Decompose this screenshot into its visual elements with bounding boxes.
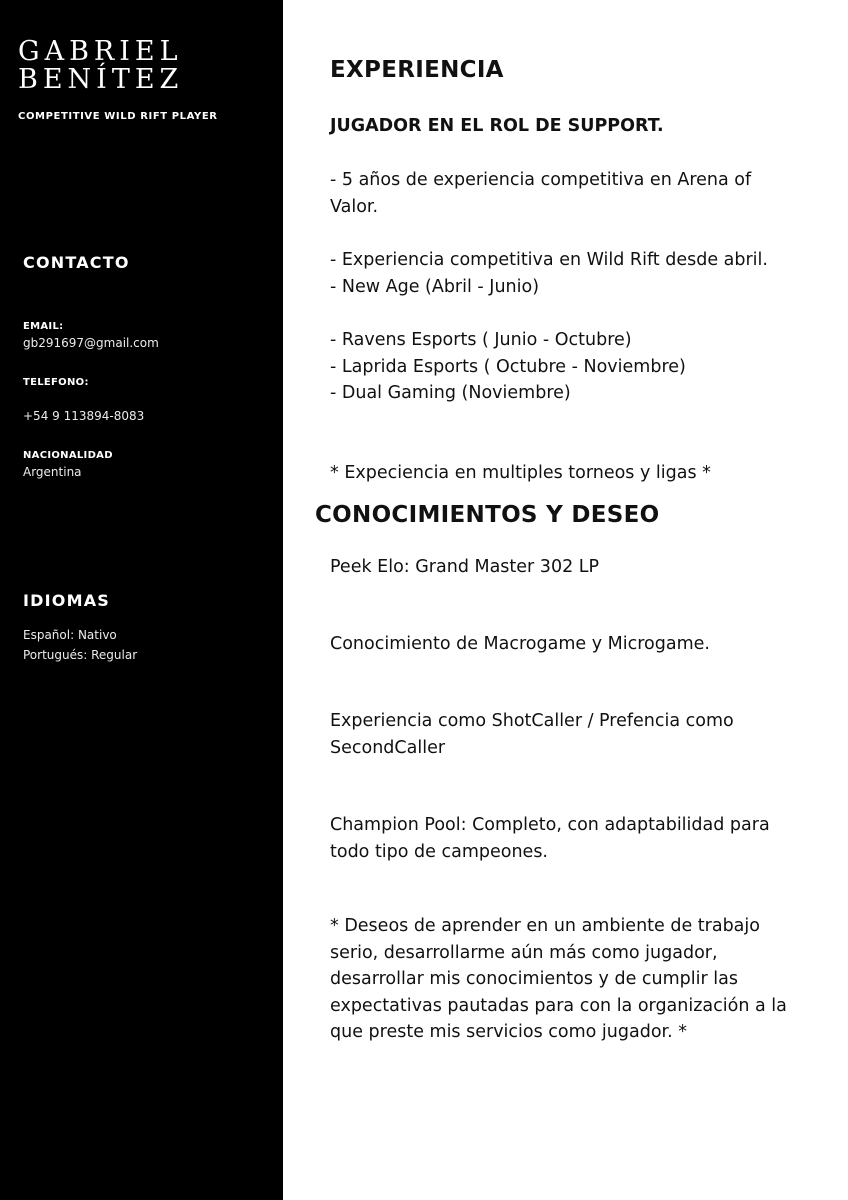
macro-micro: Conocimiento de Macrogame y Microgame. (330, 634, 710, 654)
full-name (18, 38, 183, 94)
knowledge-heading: CONOCIMIENTOS Y DESEO (315, 502, 660, 528)
team-item: - Ravens Esports ( Junio - Octubre) (330, 330, 632, 350)
email-label: EMAIL: (23, 321, 64, 332)
sidebar (0, 0, 283, 1200)
nationality-value: Argentina (23, 465, 82, 479)
experience-years: - 5 años de experiencia competitiva en Arena of Valor. (330, 170, 752, 217)
email-value[interactable]: gb291697@gmail.com (23, 336, 159, 350)
phone-label: TELEFONO: (23, 377, 89, 388)
contact-heading: CONTACTO (23, 253, 130, 272)
experience-heading: EXPERIENCIA (330, 57, 504, 83)
experience-teams (330, 327, 820, 407)
language-item: Portugués: Regular (23, 648, 138, 662)
last-name: BENÍTEZ (18, 64, 184, 95)
phone-value: +54 9 113894-8083 (23, 409, 145, 423)
nationality-label: NACIONALIDAD (23, 450, 113, 461)
experience-subheading: JUGADOR EN EL ROL DE SUPPORT. (330, 116, 664, 136)
main-content (283, 0, 848, 1200)
language-item: Español: Nativo (23, 628, 117, 642)
desire-statement: * Deseos de aprender en un ambiente de trabajo serio, desarrollarme aún más como jugador, desarrollar mis conocimientos y de cumplir las expectativas pautadas para con la organización a la que preste mis servicios como jugador. * (330, 916, 787, 1042)
role-title: COMPETITIVE WILD RIFT PLAYER (18, 111, 218, 122)
shotcaller: Experiencia como ShotCaller / Prefencia como SecondCaller (330, 711, 734, 758)
team-item: - Dual Gaming (Noviembre) (330, 383, 571, 403)
experience-wild-rift: - Experiencia competitiva en Wild Rift desde abril. - New Age (Abril - Junio) (330, 250, 768, 297)
experience-note: * Expeciencia en multiples torneos y ligas * (330, 463, 711, 483)
peak-elo: Peek Elo: Grand Master 302 LP (330, 557, 600, 577)
team-item: - Laprida Esports ( Octubre - Noviembre) (330, 356, 686, 377)
languages-heading: IDIOMAS (23, 591, 111, 610)
first-name: GABRIEL (18, 36, 183, 67)
champion-pool: Champion Pool: Completo, con adaptabilidad para todo tipo de campeones. (330, 815, 770, 862)
